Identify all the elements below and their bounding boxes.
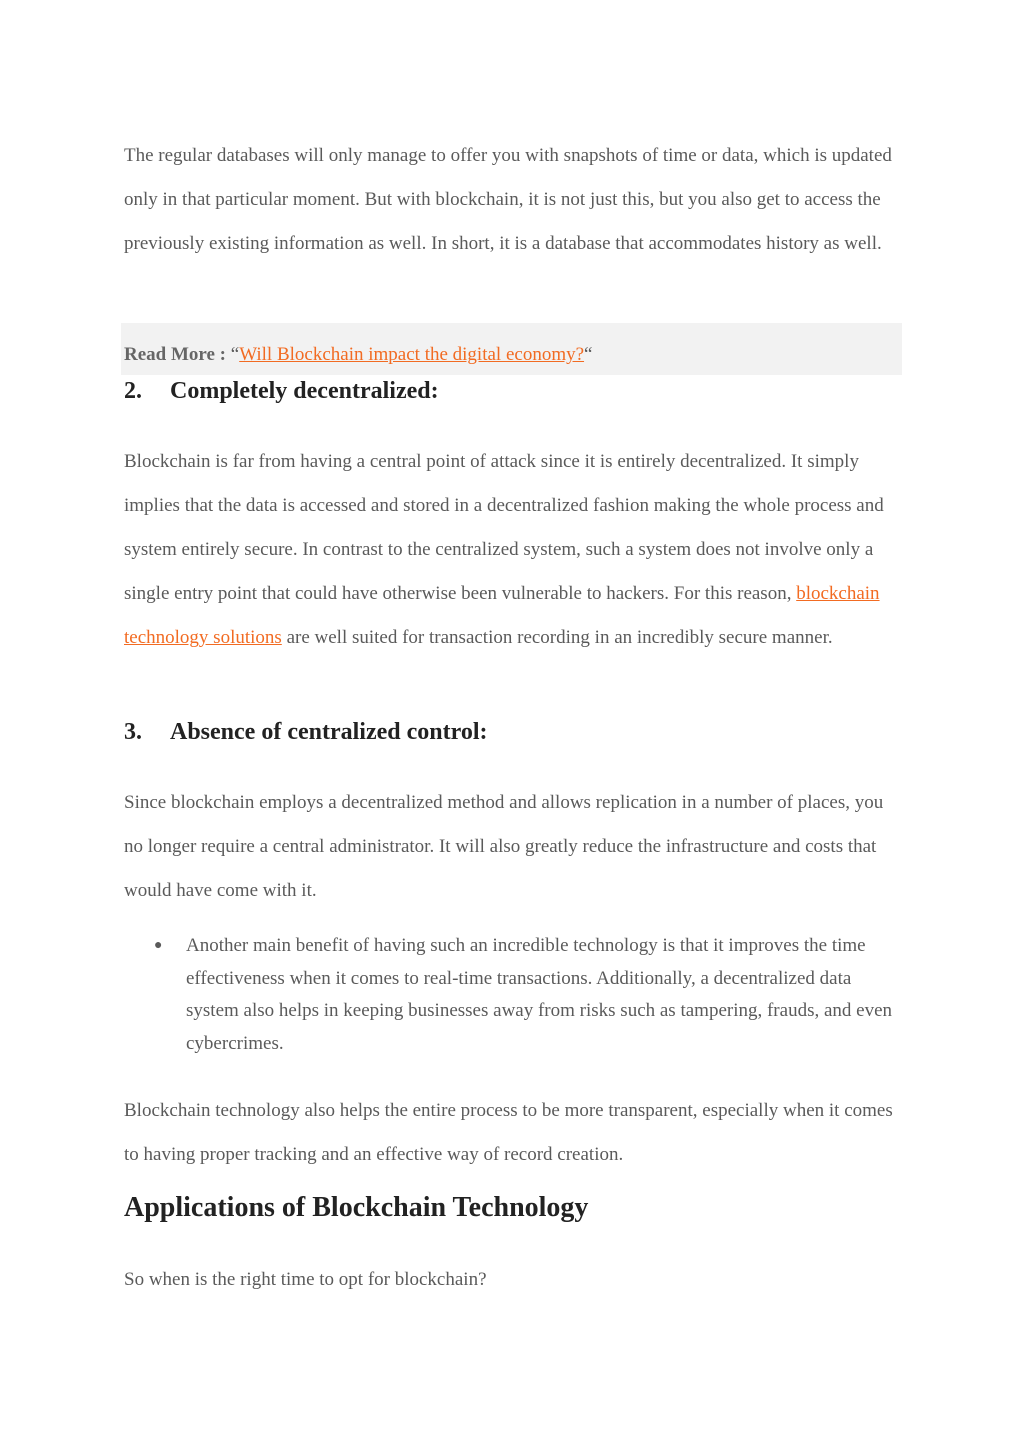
- blockchain-solutions-link[interactable]: blockchain technology solutions: [124, 583, 880, 648]
- section-3-paragraph: Since blockchain employs a decentralized method and allows replication in a number of places, you no longer require a central administrator. It will also greatly reduce the infrastructure and costs that would have come with it.: [124, 792, 884, 901]
- section-3-bullet-list: [124, 930, 904, 1060]
- section-3-number: 3.: [124, 719, 142, 745]
- section-3-heading: [124, 717, 487, 747]
- section-2-heading: [124, 376, 439, 406]
- applications-intro: So when is the right time to opt for blockchain?: [124, 1269, 487, 1290]
- section-3-closing-paragraph: Blockchain technology also helps the entire process to be more transparent, especially when it comes to having proper tracking and an effective way of record creation.: [124, 1100, 893, 1165]
- section-3-title: Absence of centralized control:: [170, 719, 488, 745]
- section-2-paragraph: [124, 440, 904, 660]
- read-more-close-quote: “: [584, 344, 593, 365]
- intro-paragraph: The regular databases will only manage to offer you with snapshots of time or data, which is updated only in that particular moment. But with blockchain, it is not just this, but you also get to access the previously existing information as well. In short, it is a database that accommodates history as well.: [124, 145, 892, 254]
- read-more-label: Read More :: [124, 344, 227, 365]
- bullet-text: Another main benefit of having such an incredible technology is that it improves the time effectiveness when it comes to real-time transactions. Additionally, a decentralized data system also helps in keeping businesses away from risks such as tampering, frauds, and even cybercrimes.: [186, 935, 893, 1054]
- bullet-dot-icon: ●: [154, 938, 163, 953]
- section-2-text-before-link: Blockchain is far from having a central point of attack since it is entirely decentralized. It simply implies that the data is accessed and stored in a decentralized fashion making the whole process and system entirely secure. In contrast to the centralized system, such a system does not involve only a single entry point that could have otherwise been vulnerable to hackers. For this reason,: [124, 451, 884, 604]
- read-more-line: [124, 341, 592, 369]
- applications-heading: Applications of Blockchain Technology: [124, 1192, 589, 1223]
- section-2-title: Completely decentralized:: [170, 378, 439, 404]
- list-item: [124, 930, 904, 1060]
- section-2-number: 2.: [124, 378, 142, 404]
- read-more-link[interactable]: Will Blockchain impact the digital economy?: [239, 344, 585, 365]
- section-2-text-after-link: are well suited for transaction recording in an incredibly secure manner.: [281, 627, 833, 648]
- read-more-open-quote: “: [230, 344, 240, 365]
